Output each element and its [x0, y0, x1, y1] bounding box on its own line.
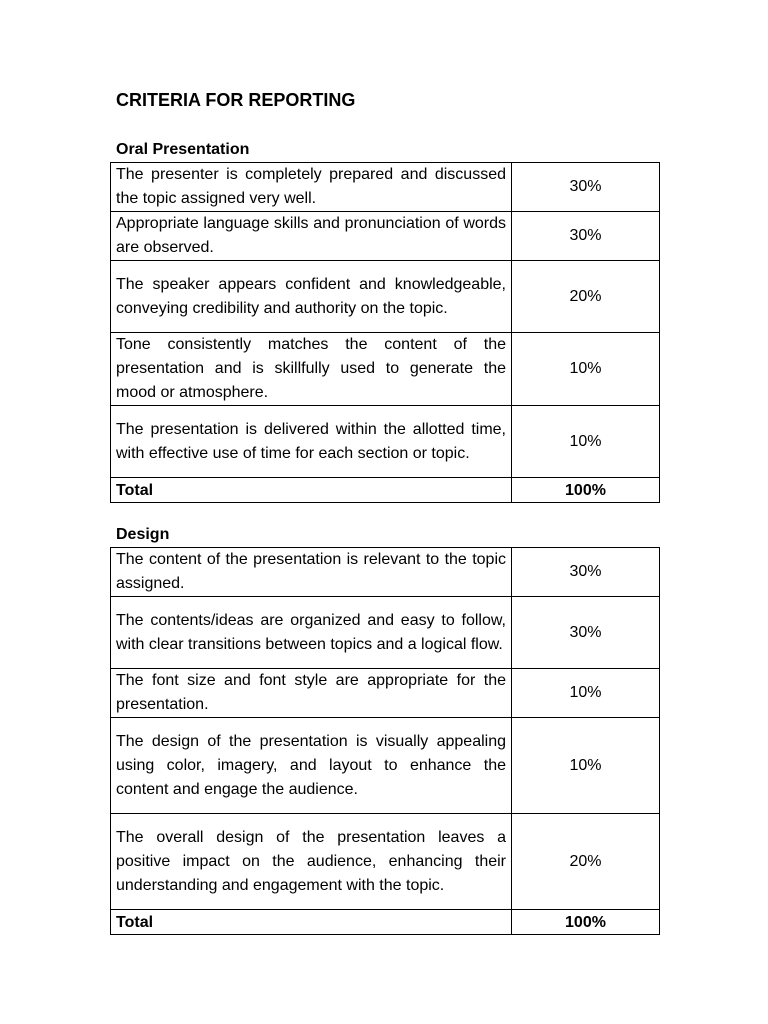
criterion-cell: The presentation is delivered within the allotted time, with effective use of time for each section or topic. — [111, 406, 512, 478]
table-row — [111, 597, 660, 669]
table-row — [111, 669, 660, 718]
total-label: Total — [111, 478, 512, 503]
weight-cell: 20% — [512, 261, 660, 333]
document-title: CRITERIA FOR REPORTING — [116, 90, 356, 110]
weight-cell: 10% — [512, 406, 660, 478]
criterion-cell: The speaker appears confident and knowledgeable, conveying credibility and authority on the topic. — [111, 261, 512, 333]
table-row — [111, 718, 660, 814]
table-row — [111, 212, 660, 261]
table-row — [111, 548, 660, 597]
weight-cell: 10% — [512, 333, 660, 406]
weight-cell: 30% — [512, 597, 660, 669]
criterion-cell: The contents/ideas are organized and easy to follow, with clear transitions between topics and a logical flow. — [111, 597, 512, 669]
table-row — [111, 163, 660, 212]
total-weight: 100% — [512, 910, 660, 935]
total-weight: 100% — [512, 478, 660, 503]
weight-cell: 30% — [512, 548, 660, 597]
criterion-cell: Appropriate language skills and pronunciation of words are observed. — [111, 212, 512, 261]
weight-cell: 30% — [512, 163, 660, 212]
criterion-cell: The design of the presentation is visually appealing using color, imagery, and layout to enhance the content and engage the audience. — [111, 718, 512, 814]
weight-cell: 30% — [512, 212, 660, 261]
criterion-cell: The font size and font style are appropriate for the presentation. — [111, 669, 512, 718]
table-row — [111, 261, 660, 333]
section-heading: Design — [116, 526, 170, 543]
weight-cell: 10% — [512, 718, 660, 814]
criterion-cell: The presenter is completely prepared and discussed the topic assigned very well. — [111, 163, 512, 212]
total-row — [111, 910, 660, 935]
table-row — [111, 333, 660, 406]
criterion-cell: The overall design of the presentation leaves a positive impact on the audience, enhancing their understanding and engagement with the topic. — [111, 814, 512, 910]
table-row — [111, 406, 660, 478]
criterion-cell: The content of the presentation is relevant to the topic assigned. — [111, 548, 512, 597]
table-row — [111, 814, 660, 910]
design-table — [110, 547, 660, 935]
oral-presentation-table — [110, 162, 660, 503]
weight-cell: 20% — [512, 814, 660, 910]
criterion-cell: Tone consistently matches the content of the presentation and is skillfully used to generate the mood or atmosphere. — [111, 333, 512, 406]
design-section — [110, 523, 659, 935]
total-label: Total — [111, 910, 512, 935]
section-heading: Oral Presentation — [116, 141, 250, 158]
oral-presentation-section — [110, 138, 659, 503]
weight-cell: 10% — [512, 669, 660, 718]
total-row — [111, 478, 660, 503]
